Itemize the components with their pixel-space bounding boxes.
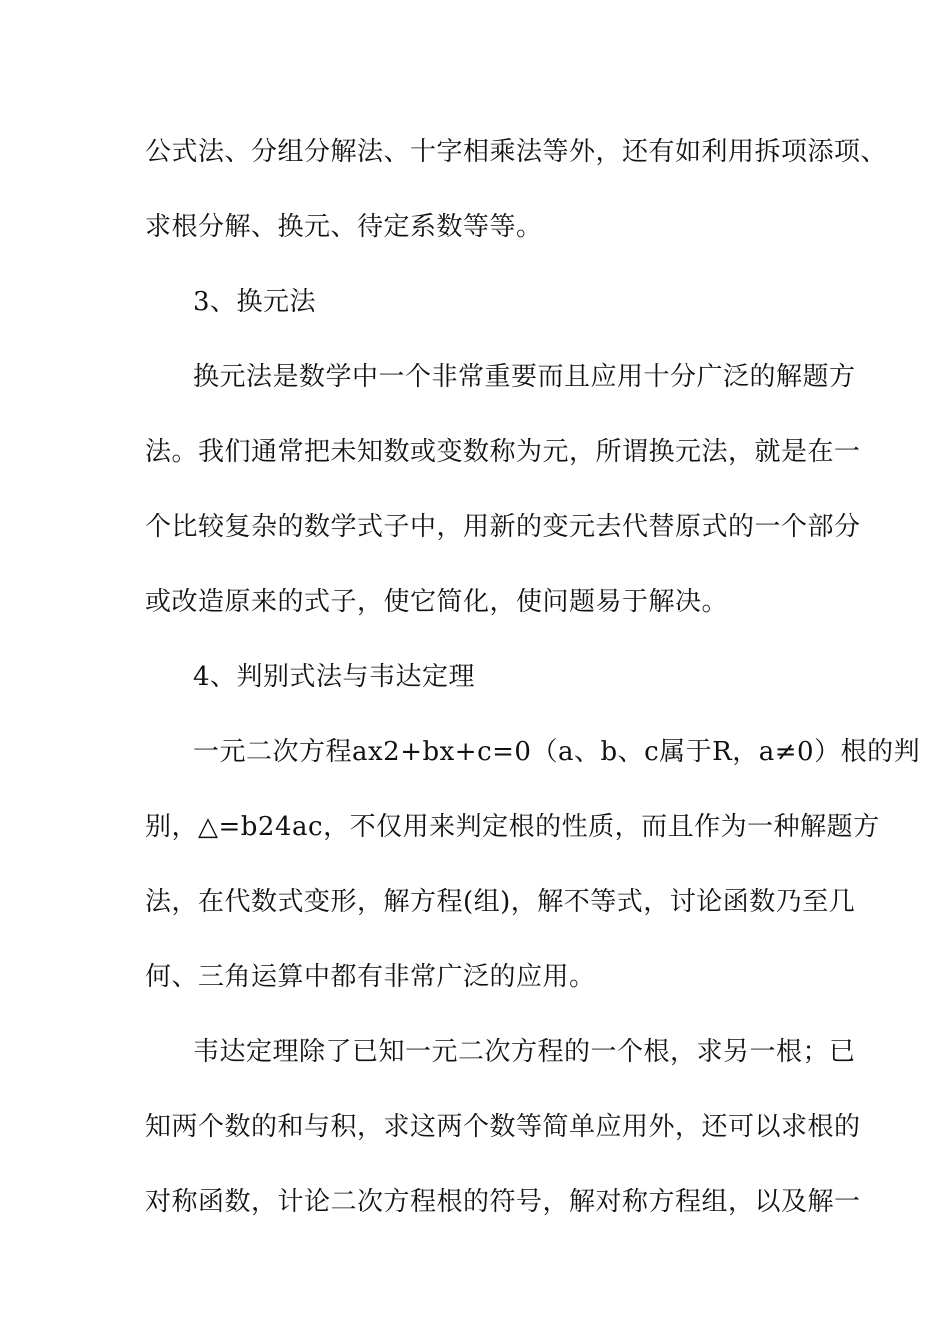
paragraph-line: 个比较复杂的数学式子中，用新的变元去代替原式的一个部分 [145, 512, 861, 542]
paragraph-line: 知两个数的和与积，求这两个数等简单应用外，还可以求根的 [145, 1112, 861, 1142]
paragraph-line: 或改造原来的式子，使它简化，使问题易于解决。 [145, 587, 729, 617]
paragraph-line: 对称函数，计论二次方程根的符号，解对称方程组，以及解一 [145, 1187, 861, 1217]
paragraph-line: 换元法是数学中一个非常重要而且应用十分广泛的解题方 [193, 362, 856, 392]
paragraph-line: 法。我们通常把未知数或变数称为元，所谓换元法，就是在一 [145, 437, 861, 467]
section-heading: 3、换元法 [193, 287, 317, 317]
paragraph-line: 法，在代数式变形，解方程(组)，解不等式，讨论函数乃至几 [145, 887, 856, 917]
paragraph-line: 别，△=b24ac，不仅用来判定根的性质，而且作为一种解题方 [145, 812, 880, 842]
paragraph-line: 一元二次方程ax2+bx+c=0（a、b、c属于R，a≠0）根的判 [193, 737, 921, 767]
paragraph-line: 何、三角运算中都有非常广泛的应用。 [145, 962, 596, 992]
paragraph-line: 求根分解、换元、待定系数等等。 [145, 212, 543, 242]
paragraph-line: 公式法、分组分解法、十字相乘法等外，还有如利用拆项添项、 [145, 137, 888, 167]
paragraph-line: 韦达定理除了已知一元二次方程的一个根，求另一根；已 [193, 1037, 856, 1067]
section-heading: 4、判别式法与韦达定理 [193, 662, 476, 692]
